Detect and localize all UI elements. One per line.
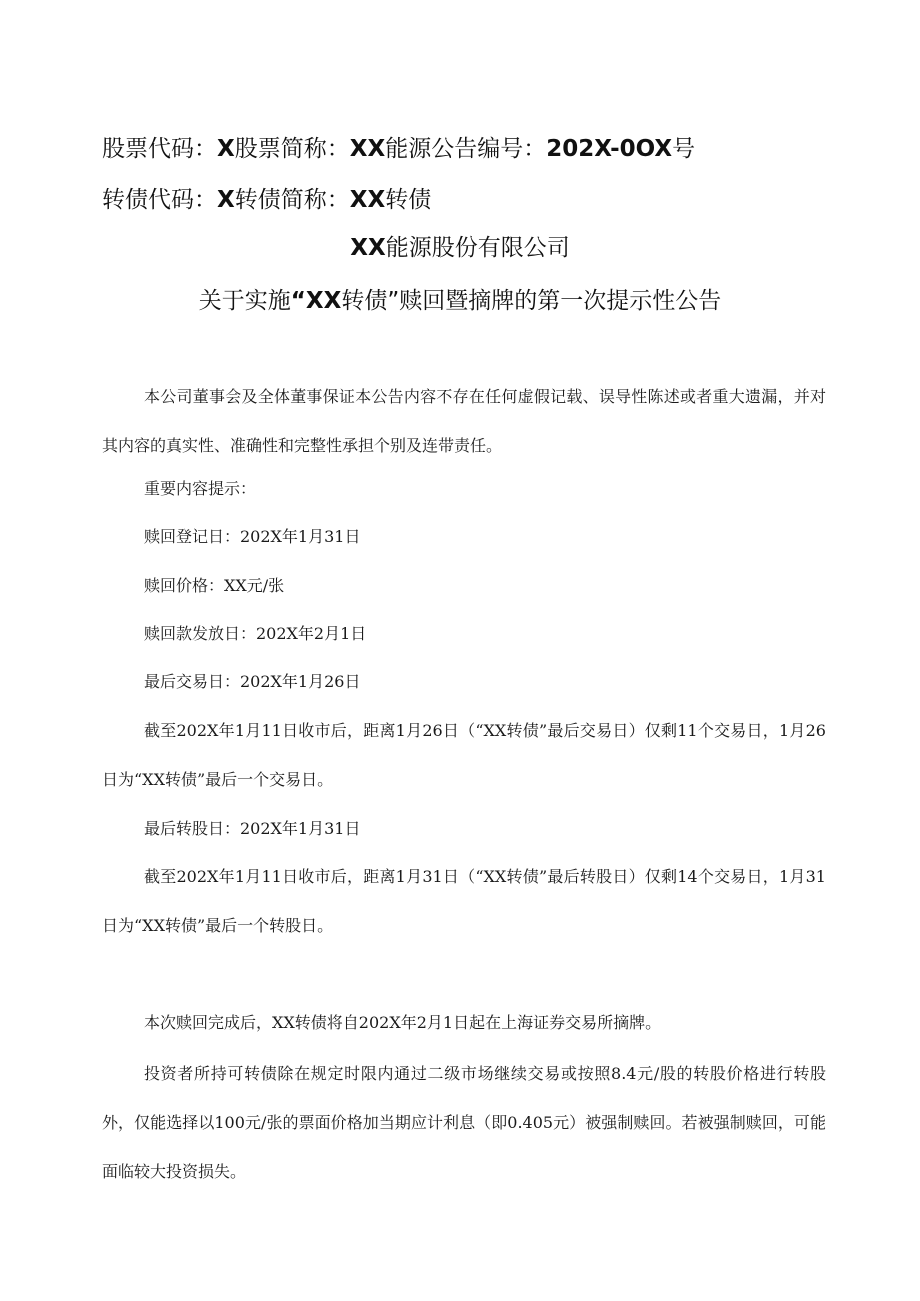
bond-code-label: 转债代码： xyxy=(102,187,217,213)
bond-info-line xyxy=(102,185,431,215)
notice-number-label: 公告编号： xyxy=(431,136,547,162)
notice-title-pre: 关于实施 xyxy=(198,288,291,314)
company-title xyxy=(0,233,920,263)
notice-title-quoted: “XX xyxy=(290,288,342,314)
stock-name: XX xyxy=(349,136,386,162)
disclaimer-paragraph: 本公司董事会及全体董事保证本公告内容不存在任何虚假记载、误导性陈述或者重大遗漏，并对其内容的真实性、准确性和完整性承担个别及连带责任。 xyxy=(102,387,826,455)
notice-number-suffix: 号 xyxy=(672,136,696,162)
delisting-paragraph: 本次赎回完成后，XX转债将自202X年2月1日起在上海证券交易所摘牌。 xyxy=(144,1013,662,1032)
last-trading-day: 最后交易日：202X年1月26日 xyxy=(144,672,361,691)
stock-info-line xyxy=(102,134,695,164)
last-conversion-day: 最后转股日：202X年1月31日 xyxy=(144,819,361,838)
notice-number: 202X-0OX xyxy=(546,136,673,162)
stock-name-suffix: 能源 xyxy=(385,136,432,162)
stock-code: X xyxy=(217,136,235,162)
company-title-prefix: XX xyxy=(350,235,386,261)
notice-title xyxy=(0,286,920,316)
bond-name: XX xyxy=(349,187,386,213)
trading-days-note: 截至202X年1月11日收市后，距离1月26日（“XX转债”最后交易日）仅剩11个交易日，1月26日为“XX转债”最后一个交易日。 xyxy=(102,721,826,789)
redemption-price: 赎回价格：XX元/张 xyxy=(144,576,285,595)
stock-name-label: 股票简称： xyxy=(234,136,350,162)
notice-title-post: 转债”赎回暨摘牌的第一次提示性公告 xyxy=(341,288,722,314)
stock-code-label: 股票代码： xyxy=(102,136,217,162)
bond-name-label: 转债简称： xyxy=(234,187,350,213)
investor-notice-paragraph: 投资者所持可转债除在规定时限内通过二级市场继续交易或按照8.4元/股的转股价格进行转股外，仅能选择以100元/张的票面价格加当期应计利息（即0.405元）被强制赎回。若被强制赎回，可能面临较大投资损失。 xyxy=(102,1064,826,1181)
bond-name-suffix: 转债 xyxy=(385,187,432,213)
bond-code: X xyxy=(217,187,235,213)
redemption-payment-date: 赎回款发放日：202X年2月1日 xyxy=(144,624,367,643)
redemption-record-date: 赎回登记日：202X年1月31日 xyxy=(144,527,361,546)
tips-heading: 重要内容提示： xyxy=(144,479,257,498)
conversion-days-note: 截至202X年1月11日收市后，距离1月31日（“XX转债”最后转股日）仅剩14个交易日，1月31日为“XX转债”最后一个转股日。 xyxy=(102,867,826,935)
company-title-suffix: 能源股份有限公司 xyxy=(385,235,570,261)
